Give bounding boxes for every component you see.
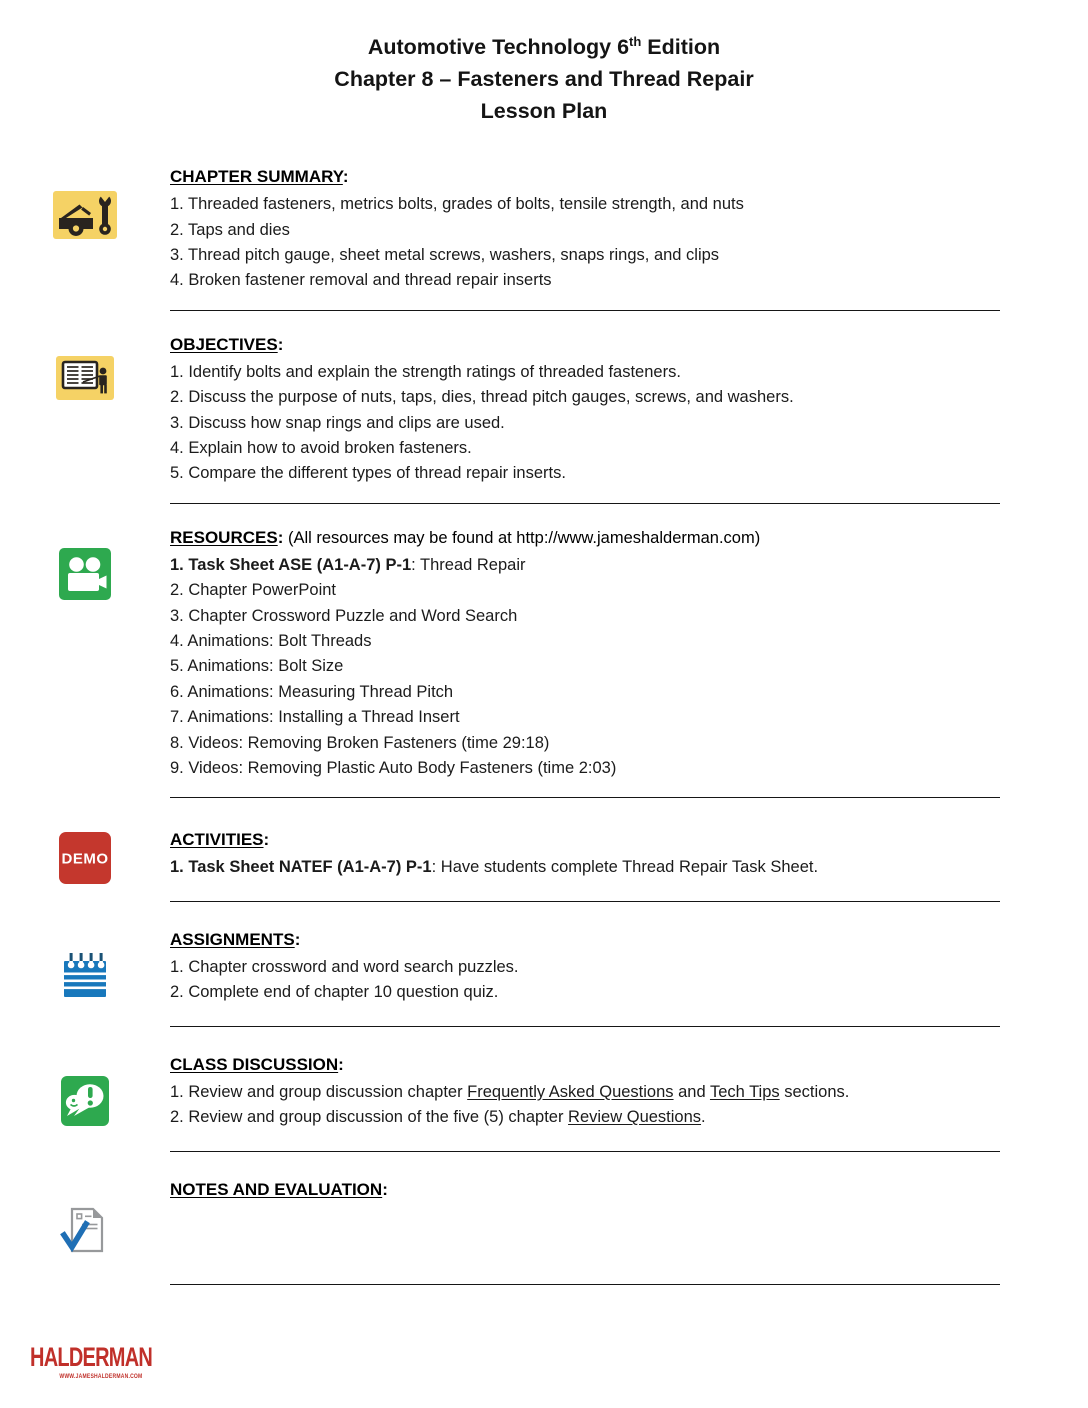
item-text: 3. Chapter Crossword Puzzle and Word Search	[170, 606, 518, 625]
section-heading-text: RESOURCES	[170, 527, 278, 547]
list-item	[170, 980, 1000, 1005]
item-text: 2. Taps and dies	[170, 220, 290, 239]
item-text: 5. Compare the different types of thread repair inserts.	[170, 464, 566, 483]
section-divider	[170, 1026, 1000, 1027]
underlined-text: Frequently Asked Questions	[467, 1082, 674, 1101]
section-heading-suffix: (All resources may be found at http://www.jameshalderman.com)	[283, 528, 761, 547]
car-repair-icon	[53, 191, 117, 239]
list-item	[170, 360, 1000, 385]
item-text: 2. Review and group discussion of the five (5) chapter	[170, 1108, 569, 1127]
section-icon	[0, 167, 170, 335]
section-items	[170, 553, 1000, 782]
section-divider	[170, 901, 1000, 902]
list-item	[170, 731, 1000, 756]
page-title	[0, 0, 1088, 127]
item-text: 1. Threaded fasteners, metrics bolts, grades of bolts, tensile strength, and nuts	[170, 195, 744, 214]
item-text: 4. Animations: Bolt Threads	[170, 632, 372, 651]
section-icon	[0, 830, 170, 929]
section-chapter-summary	[0, 167, 1088, 335]
section-class-discussion	[0, 1055, 1088, 1180]
list-item	[170, 1105, 1000, 1130]
list-item	[170, 680, 1000, 705]
item-text: 4. Broken fastener removal and thread repair inserts	[170, 271, 552, 290]
notepad-icon	[59, 949, 111, 1003]
item-text: 1. Chapter crossword and word search puzzles.	[170, 957, 519, 976]
discussion-icon	[61, 1076, 109, 1128]
list-item	[170, 1080, 1000, 1105]
page-title-line3: Lesson Plan	[480, 99, 608, 124]
list-item	[170, 461, 1000, 486]
list-item	[170, 218, 1000, 243]
section-items	[170, 1080, 1000, 1131]
item-text: 3. Discuss how snap rings and clips are used.	[170, 413, 505, 432]
item-text: 4. Explain how to avoid broken fasteners.	[170, 439, 472, 457]
section-items	[170, 855, 1000, 880]
section-heading	[170, 930, 1000, 950]
section-notes-and-evaluation	[0, 1180, 1088, 1309]
checked-document-icon	[59, 1204, 111, 1262]
section-heading-colon: :	[294, 929, 301, 949]
item-text: 1. Identify bolts and explain the strength ratings of threaded fasteners.	[170, 362, 681, 381]
list-item	[170, 192, 1000, 217]
section-heading-colon: :	[382, 1179, 388, 1199]
underlined-text: Tech Tips	[709, 1082, 780, 1101]
section-heading-text: CLASS DISCUSSION	[170, 1054, 339, 1074]
list-item	[170, 553, 1000, 578]
section-divider	[170, 797, 1000, 798]
list-item	[170, 436, 1000, 461]
list-item	[170, 385, 1000, 410]
section-heading-text: OBJECTIVES	[170, 334, 278, 354]
item-text: 1. Task Sheet NATEF (A1-A-7) P-1	[170, 858, 432, 877]
item-text: 2. Chapter PowerPoint	[170, 581, 337, 600]
section-icon	[0, 1180, 170, 1309]
item-text: 3. Thread pitch gauge, sheet metal screws, washers, snaps rings, and clips	[170, 245, 720, 264]
section-divider	[170, 503, 1000, 504]
item-text: and	[673, 1082, 710, 1101]
item-text: 9. Videos: Removing Plastic Auto Body Fasteners (time 2:03)	[170, 759, 617, 778]
item-text: 2. Complete end of chapter 10 question quiz.	[170, 983, 499, 1002]
section-divider	[170, 1151, 1000, 1152]
list-item	[170, 756, 1000, 781]
item-text: 1. Task Sheet ASE (A1-A-7) P-1	[170, 555, 412, 574]
halderman-logo	[30, 1342, 153, 1380]
item-text: : Have students complete Thread Repair Task Sheet.	[431, 858, 819, 877]
list-item	[170, 955, 1000, 980]
item-text: : Thread Repair	[411, 555, 526, 574]
page-title-line2: Chapter 8 – Fasteners and Thread Repair	[334, 67, 754, 92]
section-heading	[170, 1055, 1000, 1075]
halderman-logo-url: WWW.JAMESHALDERMAN.COM	[59, 1373, 143, 1380]
section-assignments	[0, 930, 1088, 1055]
list-item	[170, 705, 1000, 730]
section-heading	[170, 167, 1000, 187]
section-heading-colon: :	[342, 167, 349, 187]
section-divider	[170, 310, 1000, 311]
section-objectives	[0, 335, 1088, 528]
halderman-logo-text: HALDERMAN	[30, 1342, 153, 1372]
presentation-icon	[56, 356, 114, 400]
list-item	[170, 243, 1000, 268]
section-icon	[0, 528, 170, 831]
section-heading-colon: :	[277, 334, 284, 354]
section-heading-colon: :	[263, 830, 270, 850]
list-item	[170, 604, 1000, 629]
section-icon	[0, 335, 170, 528]
section-heading-colon: :	[277, 527, 284, 547]
section-heading-text: CHAPTER SUMMARY	[170, 167, 343, 187]
section-heading	[170, 1180, 1000, 1200]
section-divider	[170, 1284, 1000, 1285]
section-items	[170, 360, 1000, 487]
section-heading-colon: :	[338, 1054, 344, 1074]
item-text: 8. Videos: Removing Broken Fasteners (time 29:18)	[170, 733, 550, 752]
item-text: 2. Discuss the purpose of nuts, taps, dies, thread pitch gauges, screws, and washers.	[170, 388, 794, 407]
item-text: 1. Review and group discussion chapter	[170, 1082, 468, 1101]
demo-label: DEMO	[61, 850, 109, 868]
section-heading	[170, 335, 1000, 355]
list-item	[170, 411, 1000, 436]
item-text: 5. Animations: Bolt Size	[170, 657, 344, 676]
section-heading-text: ACTIVITIES	[170, 830, 264, 850]
section-heading-text: ASSIGNMENTS	[170, 929, 295, 949]
page-title-line1: Automotive Technology 6th Edition	[367, 34, 721, 60]
item-text: .	[701, 1108, 706, 1127]
list-item	[170, 654, 1000, 679]
section-icon	[0, 930, 170, 1055]
list-item	[170, 629, 1000, 654]
section-resources	[0, 528, 1088, 831]
list-item	[170, 578, 1000, 603]
item-text: sections.	[779, 1082, 850, 1101]
sections	[0, 167, 1088, 1308]
section-heading-text: NOTES AND EVALUATION	[170, 1179, 383, 1199]
section-activities	[0, 830, 1088, 929]
demo-icon	[59, 832, 111, 884]
item-text: 6. Animations: Measuring Thread Pitch	[170, 682, 454, 701]
list-item	[170, 855, 1000, 880]
section-items	[170, 955, 1000, 1006]
section-items	[170, 192, 1000, 294]
item-text: 7. Animations: Installing a Thread Insert	[170, 708, 460, 727]
video-camera-icon	[59, 548, 111, 600]
list-item	[170, 268, 1000, 293]
section-heading	[170, 528, 1000, 548]
underlined-text: Review Questions	[568, 1108, 702, 1127]
section-icon	[0, 1055, 170, 1180]
section-heading	[170, 830, 1000, 850]
